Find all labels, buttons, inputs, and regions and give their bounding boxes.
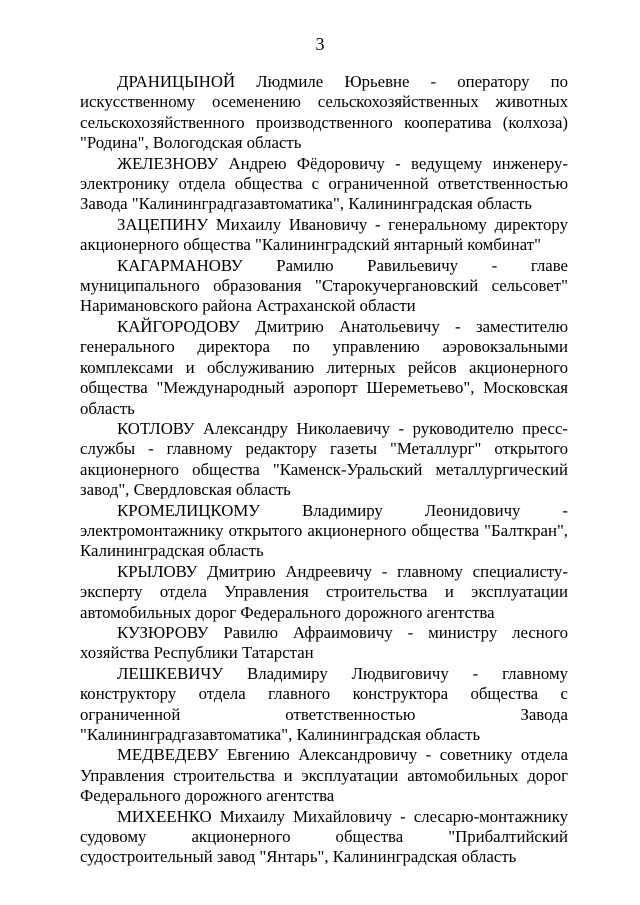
- list-item: КОТЛОВУ Александру Николаевичу - руководителю пресс-службы - главному редактору газеты "Металлург" открытого акционерного общества "Каменск-Уральский металлургический завод", Свердловская область: [80, 418, 568, 500]
- list-item: КУЗЮРОВУ Равилю Афраимовичу - министру лесного хозяйства Республики Татарстан: [80, 622, 568, 663]
- list-item: КАЙГОРОДОВУ Дмитрию Анатольевичу - заместителю генерального директора по управлению аэровокзальными комплексами и обслуживанию литерных рейсов акционерного общества "Международный аэропорт Шереметьево", Московская область: [80, 316, 568, 418]
- list-item: КАГАРМАНОВУ Рамилю Равильевичу - главе муниципального образования "Старокучергановский сельсовет" Наримановского района Астраханской области: [80, 255, 568, 316]
- list-item: МИХЕЕНКО Михаилу Михайловичу - слесарю-монтажнику судовому акционерного общества "Прибалтийский судостроительный завод "Янтарь", Калининградская область: [80, 806, 568, 867]
- list-item: ЗАЦЕПИНУ Михаилу Ивановичу - генеральному директору акционерного общества "Калининградский янтарный комбинат": [80, 214, 568, 255]
- page-number: 3: [315, 34, 325, 54]
- list-item: МЕДВЕДЕВУ Евгению Александровичу - советнику отдела Управления строительства и эксплуатации автомобильных дорог Федерального дорожного агентства: [80, 745, 568, 806]
- list-item: КРОМЕЛИЦКОМУ Владимиру Леонидовичу - электромонтажнику открытого акционерного общества "Балткран", Калининградская область: [80, 500, 568, 561]
- list-item: ЖЕЛЕЗНОВУ Андрею Фёдоровичу - ведущему инженеру-электронику отдела общества с ограниченной ответственностью Завода "Калининградгазавтоматика", Калининградская область: [80, 153, 568, 214]
- list-item: КРЫЛОВУ Дмитрию Андреевичу - главному специалисту-эксперту отдела Управления строительства и эксплуатации автомобильных дорог Федерального дорожного агентства: [80, 561, 568, 622]
- list-item: ЛЕШКЕВИЧУ Владимиру Людвиговичу - главному конструктору отдела главного конструктора общества с ограниченной ответственностью Завода "Калининградгазавтоматика", Калининградская область: [80, 663, 568, 744]
- list-item: ДРАНИЦЫНОЙ Людмиле Юрьевне - оператору по искусственному осеменению сельскохозяйственных животных сельскохозяйственного производственного кооператива (колхоза) "Родина", Вологодская область: [80, 72, 568, 153]
- award-list: [80, 72, 568, 868]
